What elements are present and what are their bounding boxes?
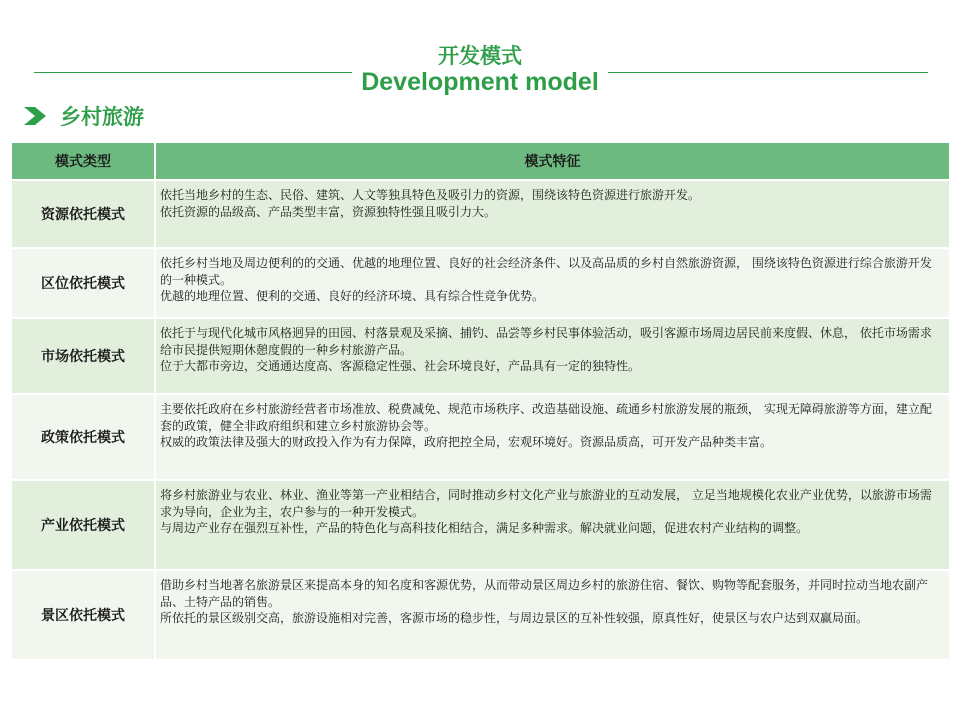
- row-type-cell: 资源依托模式: [12, 181, 156, 247]
- table-row: [12, 249, 949, 319]
- row-type-cell: 政策依托模式: [12, 395, 156, 479]
- page-title: 开发模式: [438, 44, 522, 68]
- section-label: 乡村旅游: [60, 105, 144, 129]
- row-type-cell: 产业依托模式: [12, 481, 156, 569]
- row-type-cell: 景区依托模式: [12, 571, 156, 659]
- table-row: [12, 571, 949, 661]
- table-header-row: [12, 143, 949, 181]
- feature-text: 依托资源的品级高、产品类型丰富，资源独特性强且吸引力大。: [160, 204, 497, 219]
- feature-text: 主要依托政府在乡村旅游经营者市场准放、税费减免、规范市场秩序、改造基础设施、疏通乡村旅游发展的瓶颈， 实现无障碍旅游等方面，建立配套的政策，健全非政府组织和建立乡村旅游协会等。: [160, 402, 932, 433]
- feature-text: 优越的地理位置、便利的交通、良好的经济环境、具有综合性竞争优势。: [160, 289, 545, 303]
- feature-text: 借助乡村当地著名旅游景区来提高本身的知名度和客源优势，从而带动景区周边乡村的旅游住宿、餐饮、购物等配套服务，并同时拉动当地农副产品、土特产品的销售。: [160, 578, 929, 609]
- row-features-cell: [156, 181, 949, 247]
- row-features-cell: [156, 249, 949, 317]
- feature-text: 依托当地乡村的生态、民俗、建筑、人文等独具特色及吸引力的资源，围绕该特色资源进行旅游开发。: [160, 188, 701, 202]
- table-row: [12, 395, 949, 481]
- feature-text: 位于大都市旁边，交通通达度高、客源稳定性强、社会环境良好，产品具有一定的独特性。: [160, 359, 641, 373]
- page-subtitle: Development model: [361, 68, 599, 96]
- table-row: [12, 481, 949, 571]
- column-header-type: 模式类型: [12, 143, 156, 179]
- row-features-cell: [156, 395, 949, 479]
- row-type-cell: 区位依托模式: [12, 249, 156, 317]
- feature-text: 将乡村旅游业与农业、林业、渔业等第一产业相结合，同时推动乡村文化产业与旅游业的互动发展， 立足当地规模化农业产业优势，以旅游市场需求为导向，企业为主，农户参与的一种开发模式。: [160, 488, 932, 519]
- development-model-table: [12, 143, 949, 661]
- feature-text: 依托乡村当地及周边便利的的交通、优越的地理位置、良好的社会经济条件、以及高品质的乡村自然旅游资源， 围绕该特色资源进行综合旅游开发的一种模式。: [160, 256, 932, 287]
- row-features-cell: [156, 481, 949, 569]
- table-row: [12, 319, 949, 395]
- feature-text: 与周边产业存在强烈互补性，产品的特色化与高科技化相结合，满足多种需求。解决就业问题，促进农村产业结构的调整。: [160, 521, 809, 535]
- chevron-right-icon: [22, 105, 50, 127]
- table-row: [12, 181, 949, 249]
- row-features-cell: [156, 571, 949, 659]
- row-features-cell: [156, 319, 949, 393]
- section-heading: [22, 100, 144, 132]
- feature-text: 依托于与现代化城市风格迥异的田园、村落景观及采摘、捕钓、品尝等乡村民事体验活动，吸引客源市场周边居民前来度假、休息， 依托市场需求给市民提供短期休憩度假的一种乡村旅游产品。: [160, 326, 932, 357]
- row-type-cell: 市场依托模式: [12, 319, 156, 393]
- column-header-features: 模式特征: [524, 154, 581, 170]
- feature-text: 所依托的景区级别交高，旅游设施相对完善，客源市场的稳步性，与周边景区的互补性较强，原真性好，使景区与农户达到双赢局面。: [160, 611, 869, 625]
- feature-text: 权威的政策法律及强大的财政投入作为有力保障，政府把控全局，宏观环境好。资源品质高，可开发产品种类丰富。: [160, 435, 773, 449]
